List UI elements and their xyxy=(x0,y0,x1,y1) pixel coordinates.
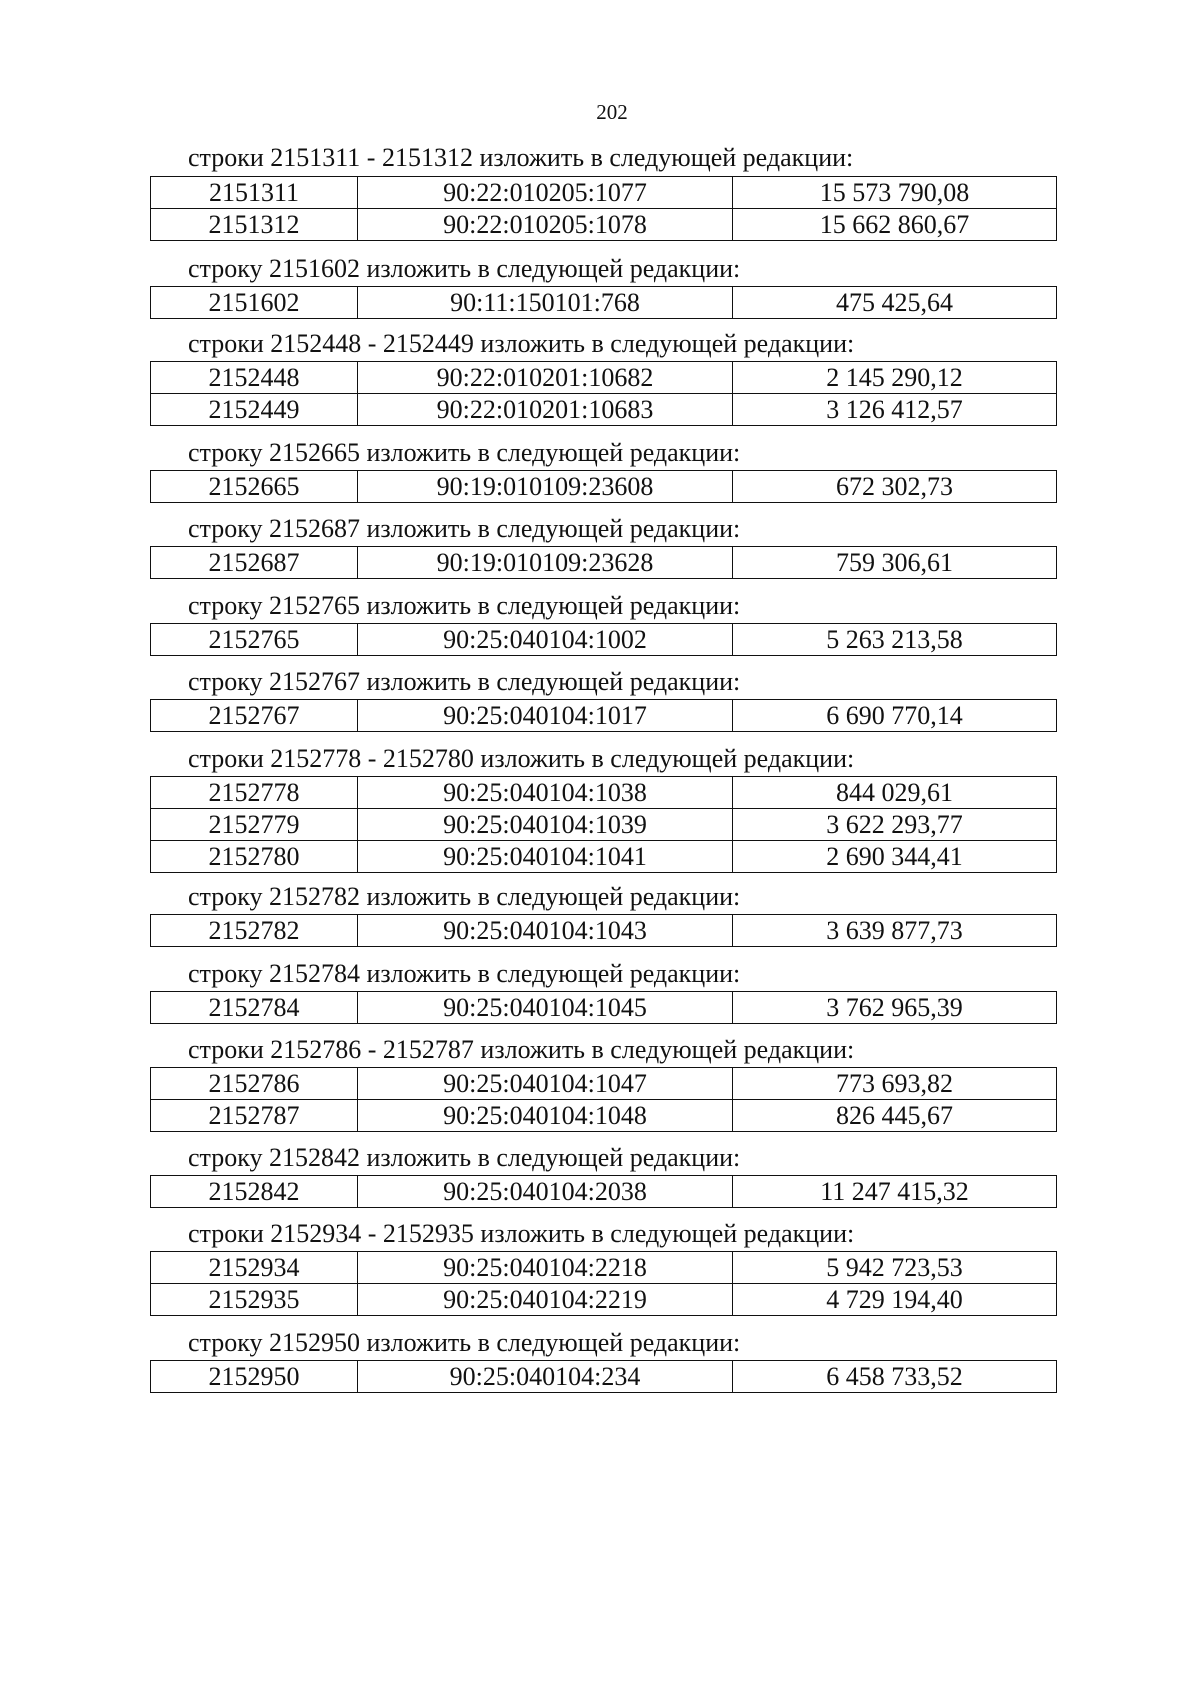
table-row xyxy=(151,1176,1057,1208)
table-row xyxy=(151,209,1057,241)
amendment-table xyxy=(150,361,1057,426)
cadastral-number-cell: 90:25:040104:1038 xyxy=(358,777,733,809)
table-row xyxy=(151,1068,1057,1100)
table-row xyxy=(151,624,1057,656)
row-number-cell: 2152779 xyxy=(151,809,358,841)
table-row xyxy=(151,1100,1057,1132)
cadastral-value-cell: 3 639 877,73 xyxy=(733,915,1057,947)
cadastral-value-cell: 15 573 790,08 xyxy=(733,177,1057,209)
amendment-instruction: строку 2151602 изложить в следующей редакции: xyxy=(188,254,741,283)
table-row xyxy=(151,287,1057,319)
cadastral-value-cell: 6 690 770,14 xyxy=(733,700,1057,732)
cadastral-value-cell: 773 693,82 xyxy=(733,1068,1057,1100)
cadastral-value-cell: 5 942 723,53 xyxy=(733,1252,1057,1284)
cadastral-value-cell: 844 029,61 xyxy=(733,777,1057,809)
table-row xyxy=(151,777,1057,809)
cadastral-number-cell: 90:19:010109:23608 xyxy=(358,471,733,503)
amendment-table xyxy=(150,470,1057,503)
cadastral-value-cell: 3 126 412,57 xyxy=(733,394,1057,426)
row-number-cell: 2152787 xyxy=(151,1100,358,1132)
cadastral-value-cell: 5 263 213,58 xyxy=(733,624,1057,656)
cadastral-value-cell: 2 690 344,41 xyxy=(733,841,1057,873)
row-number-cell: 2152665 xyxy=(151,471,358,503)
table-row xyxy=(151,809,1057,841)
amendment-table xyxy=(150,286,1057,319)
row-number-cell: 2151311 xyxy=(151,177,358,209)
amendment-instruction: строки 2152786 - 2152787 изложить в следующей редакции: xyxy=(188,1035,855,1064)
row-number-cell: 2152780 xyxy=(151,841,358,873)
cadastral-number-cell: 90:25:040104:1002 xyxy=(358,624,733,656)
row-number-cell: 2152778 xyxy=(151,777,358,809)
table-row xyxy=(151,1284,1057,1316)
amendment-instruction: строку 2152765 изложить в следующей редакции: xyxy=(188,591,741,620)
table-row xyxy=(151,394,1057,426)
cadastral-value-cell: 759 306,61 xyxy=(733,547,1057,579)
row-number-cell: 2152842 xyxy=(151,1176,358,1208)
cadastral-number-cell: 90:25:040104:1045 xyxy=(358,992,733,1024)
cadastral-number-cell: 90:22:010205:1078 xyxy=(358,209,733,241)
cadastral-number-cell: 90:25:040104:234 xyxy=(358,1361,733,1393)
row-number-cell: 2152950 xyxy=(151,1361,358,1393)
cadastral-value-cell: 11 247 415,32 xyxy=(733,1176,1057,1208)
row-number-cell: 2151312 xyxy=(151,209,358,241)
amendment-table xyxy=(150,1360,1057,1393)
amendment-instruction: строки 2152778 - 2152780 изложить в следующей редакции: xyxy=(188,744,855,773)
page-number: 202 xyxy=(596,100,628,124)
row-number-cell: 2152784 xyxy=(151,992,358,1024)
row-number-cell: 2152767 xyxy=(151,700,358,732)
cadastral-value-cell: 672 302,73 xyxy=(733,471,1057,503)
row-number-cell: 2152786 xyxy=(151,1068,358,1100)
cadastral-number-cell: 90:25:040104:1043 xyxy=(358,915,733,947)
cadastral-value-cell: 6 458 733,52 xyxy=(733,1361,1057,1393)
cadastral-number-cell: 90:19:010109:23628 xyxy=(358,547,733,579)
cadastral-value-cell: 3 622 293,77 xyxy=(733,809,1057,841)
cadastral-number-cell: 90:25:040104:2038 xyxy=(358,1176,733,1208)
row-number-cell: 2152782 xyxy=(151,915,358,947)
cadastral-value-cell: 826 445,67 xyxy=(733,1100,1057,1132)
cadastral-number-cell: 90:22:010201:10683 xyxy=(358,394,733,426)
amendment-instruction: строку 2152784 изложить в следующей редакции: xyxy=(188,959,741,988)
cadastral-number-cell: 90:25:040104:2218 xyxy=(358,1252,733,1284)
cadastral-value-cell: 15 662 860,67 xyxy=(733,209,1057,241)
cadastral-value-cell: 475 425,64 xyxy=(733,287,1057,319)
cadastral-number-cell: 90:25:040104:1041 xyxy=(358,841,733,873)
amendment-table xyxy=(150,1175,1057,1208)
amendment-table xyxy=(150,1251,1057,1316)
table-row xyxy=(151,1252,1057,1284)
cadastral-value-cell: 4 729 194,40 xyxy=(733,1284,1057,1316)
table-row xyxy=(151,700,1057,732)
row-number-cell: 2152687 xyxy=(151,547,358,579)
cadastral-number-cell: 90:25:040104:1017 xyxy=(358,700,733,732)
amendment-table xyxy=(150,776,1057,873)
table-row xyxy=(151,915,1057,947)
table-row xyxy=(151,362,1057,394)
cadastral-number-cell: 90:25:040104:1048 xyxy=(358,1100,733,1132)
cadastral-number-cell: 90:25:040104:1047 xyxy=(358,1068,733,1100)
row-number-cell: 2151602 xyxy=(151,287,358,319)
amendment-instruction: строку 2152687 изложить в следующей редакции: xyxy=(188,514,741,543)
table-row xyxy=(151,992,1057,1024)
table-row xyxy=(151,547,1057,579)
cadastral-number-cell: 90:22:010201:10682 xyxy=(358,362,733,394)
row-number-cell: 2152934 xyxy=(151,1252,358,1284)
row-number-cell: 2152765 xyxy=(151,624,358,656)
table-row xyxy=(151,471,1057,503)
cadastral-value-cell: 3 762 965,39 xyxy=(733,992,1057,1024)
amendment-instruction: строку 2152842 изложить в следующей редакции: xyxy=(188,1143,741,1172)
amendment-table xyxy=(150,914,1057,947)
amendment-table xyxy=(150,699,1057,732)
amendment-instruction: строку 2152782 изложить в следующей редакции: xyxy=(188,882,741,911)
amendment-table xyxy=(150,991,1057,1024)
cadastral-number-cell: 90:22:010205:1077 xyxy=(358,177,733,209)
amendment-table xyxy=(150,623,1057,656)
cadastral-number-cell: 90:25:040104:1039 xyxy=(358,809,733,841)
cadastral-value-cell: 2 145 290,12 xyxy=(733,362,1057,394)
row-number-cell: 2152448 xyxy=(151,362,358,394)
amendment-instruction: строку 2152767 изложить в следующей редакции: xyxy=(188,667,741,696)
amendment-instruction: строки 2152448 - 2152449 изложить в следующей редакции: xyxy=(188,329,855,358)
row-number-cell: 2152935 xyxy=(151,1284,358,1316)
amendment-table xyxy=(150,1067,1057,1132)
amendment-instruction: строку 2152950 изложить в следующей редакции: xyxy=(188,1328,741,1357)
amendment-instruction: строки 2152934 - 2152935 изложить в следующей редакции: xyxy=(188,1219,855,1248)
table-row xyxy=(151,841,1057,873)
table-row xyxy=(151,1361,1057,1393)
table-row xyxy=(151,177,1057,209)
row-number-cell: 2152449 xyxy=(151,394,358,426)
amendment-instruction: строку 2152665 изложить в следующей редакции: xyxy=(188,438,741,467)
cadastral-number-cell: 90:25:040104:2219 xyxy=(358,1284,733,1316)
amendment-table xyxy=(150,546,1057,579)
amendment-table xyxy=(150,176,1057,241)
amendment-instruction: строки 2151311 - 2151312 изложить в следующей редакции: xyxy=(188,143,854,172)
cadastral-number-cell: 90:11:150101:768 xyxy=(358,287,733,319)
